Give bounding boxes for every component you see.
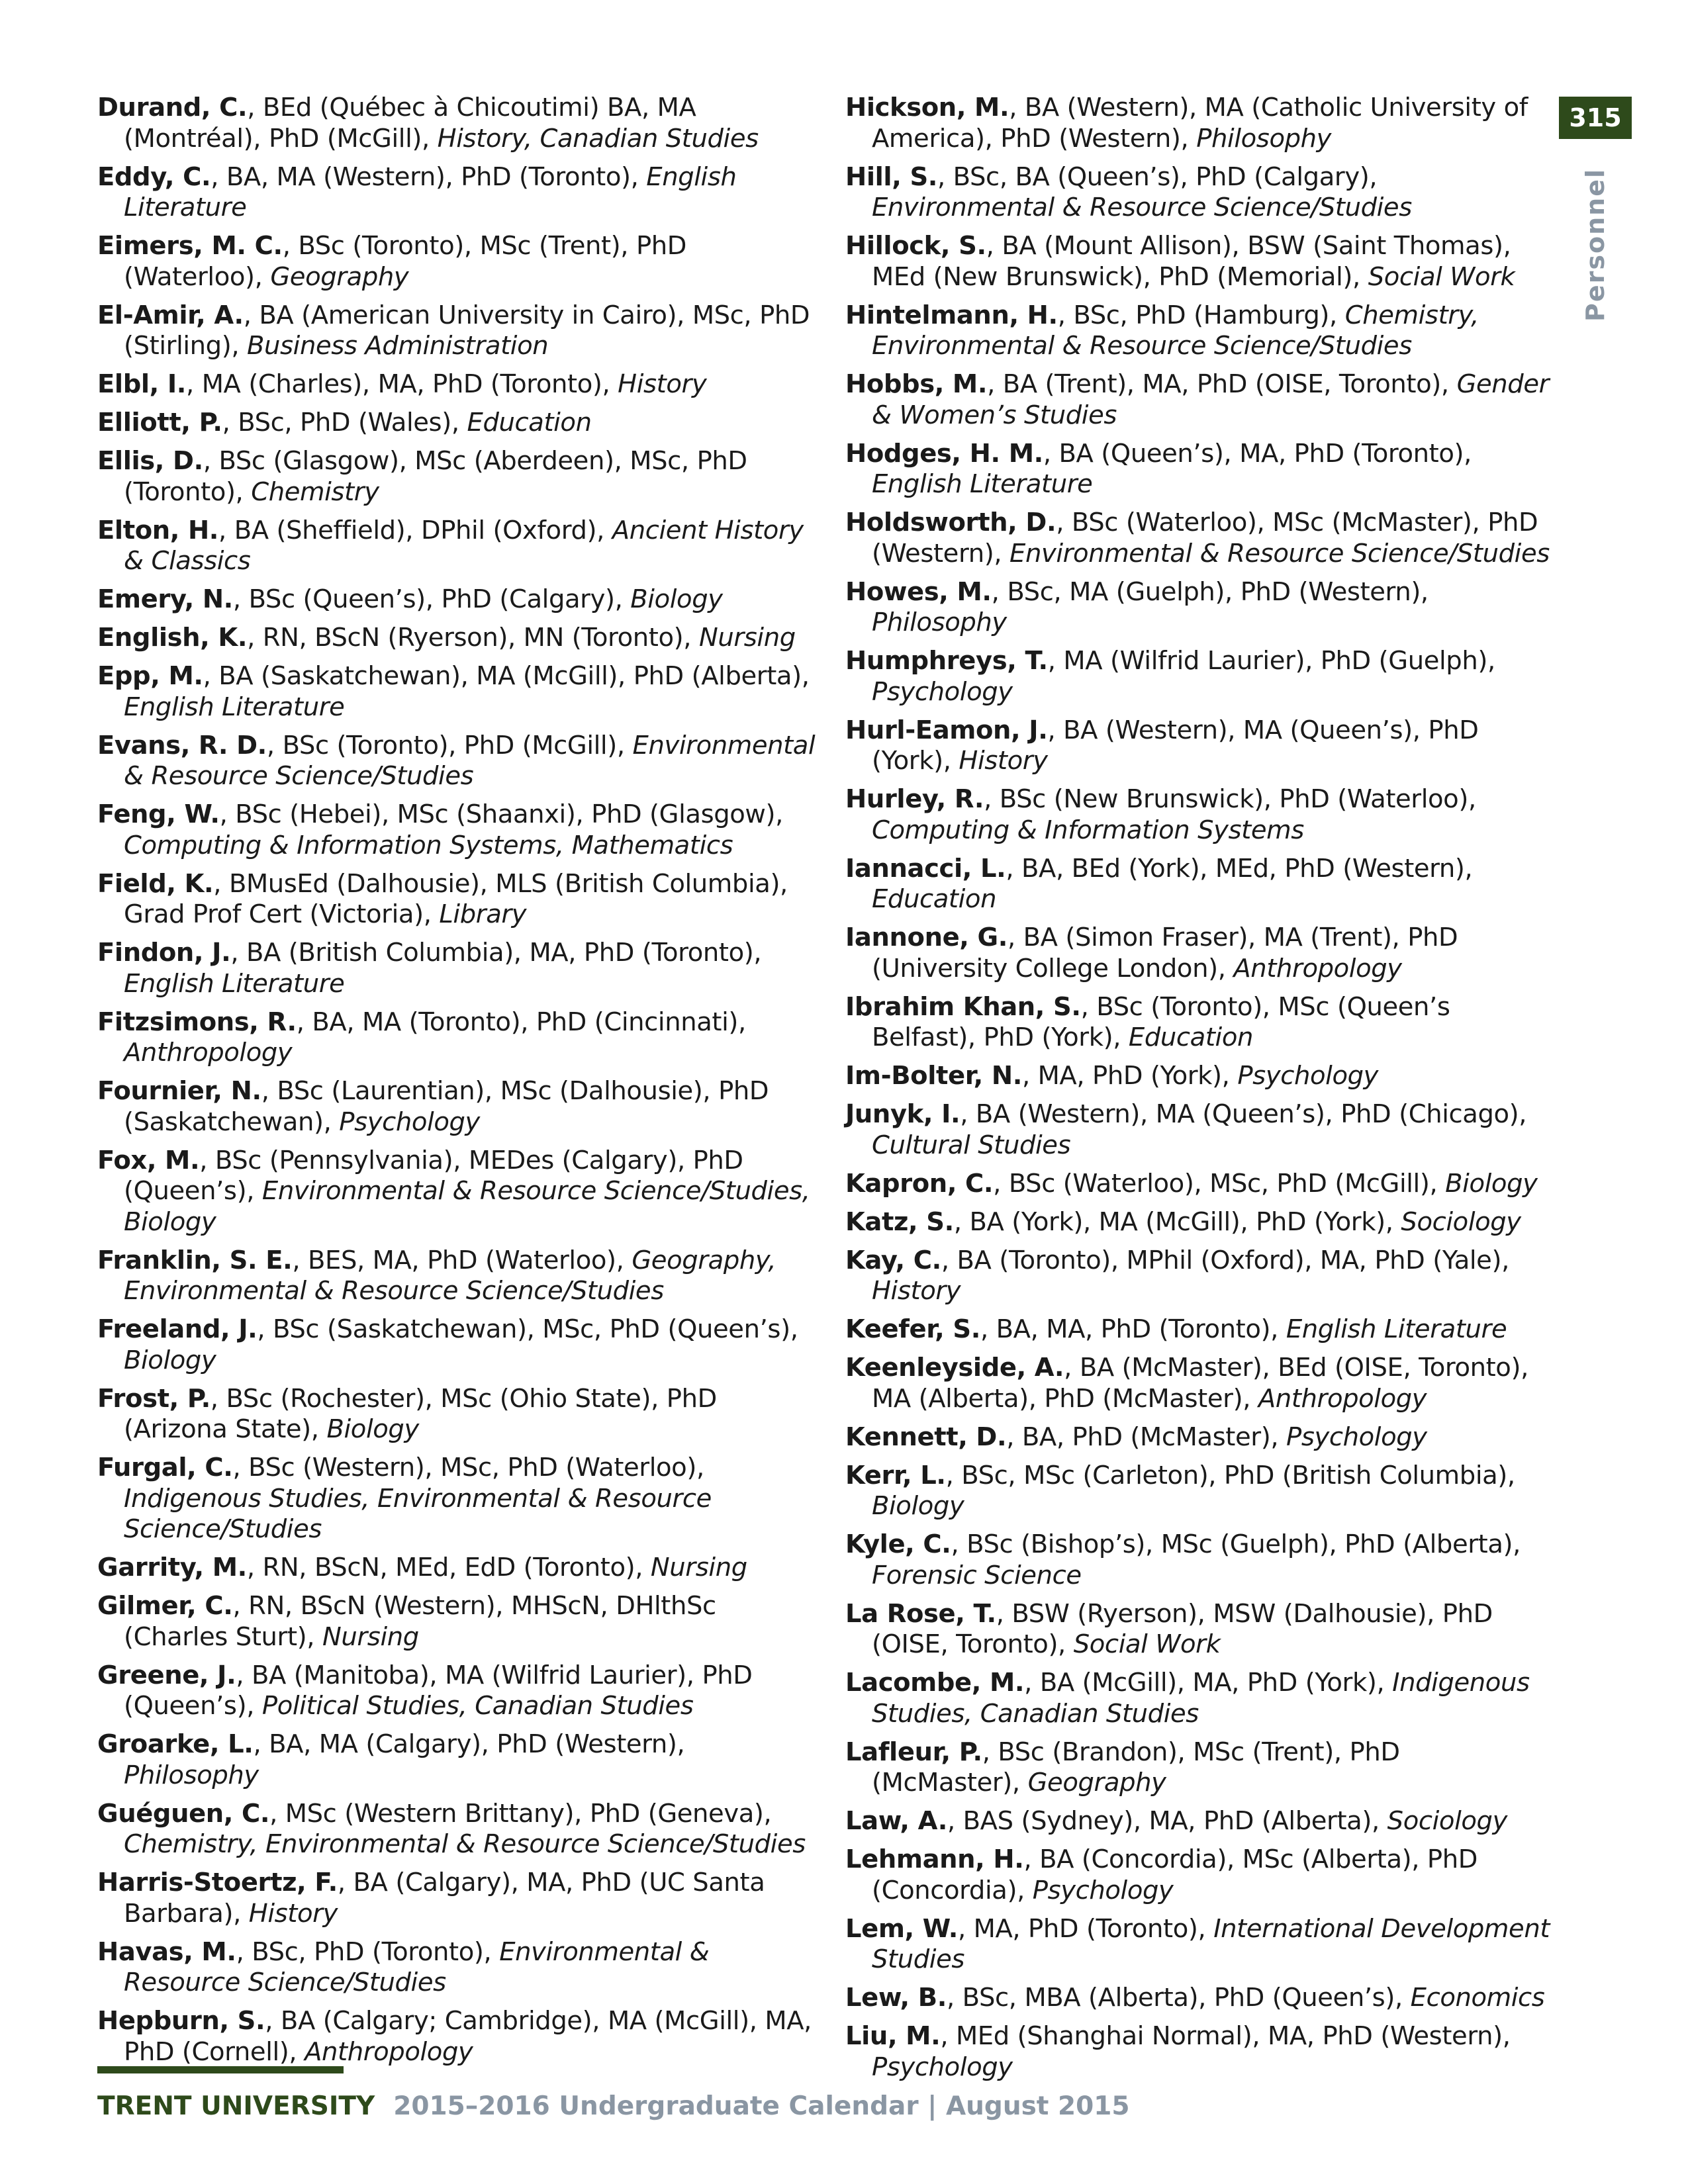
faculty-entry [97, 938, 819, 999]
faculty-degrees: , RN, BScN (Western), MHScN, DHlthSc (Charles Sturt), [124, 1591, 716, 1652]
faculty-departments: Biology [630, 584, 723, 614]
faculty-name: Law, A. [845, 1806, 947, 1836]
faculty-entry [845, 1737, 1554, 1799]
faculty-departments: Biology [326, 1414, 419, 1444]
faculty-name: Keenleyside, A. [845, 1353, 1064, 1383]
faculty-entry [845, 439, 1554, 500]
faculty-entry [845, 1422, 1554, 1453]
faculty-departments: Computing & Information Systems [872, 815, 1304, 845]
faculty-name: Furgal, C. [97, 1453, 233, 1482]
faculty-departments: Geography, Environmental & Resource Science/Studies [124, 1245, 776, 1306]
faculty-degrees: , BA (Simon Fraser), MA (Trent), PhD (University College London), [872, 923, 1458, 983]
faculty-degrees: , BSc (Pennsylvania), MEDes (Calgary), PhD (Queen’s), [124, 1145, 743, 1206]
faculty-name: Junyk, I. [845, 1099, 961, 1129]
faculty-departments: History [618, 369, 707, 399]
faculty-entry [97, 869, 819, 931]
faculty-departments: Education [467, 408, 592, 437]
faculty-degrees: , BA, MA (Western), PhD (Toronto), [211, 161, 647, 192]
faculty-name: Groarke, L. [97, 1729, 254, 1759]
faculty-departments: Library [439, 899, 527, 929]
faculty-name: Lew, B. [845, 1983, 947, 2013]
page-number: 315 [1559, 97, 1632, 139]
faculty-degrees: , BSc (Toronto), PhD (McGill), [266, 730, 633, 760]
faculty-name: Hurley, R. [845, 784, 984, 814]
faculty-name: Hepburn, S. [97, 2006, 265, 2036]
faculty-degrees: , BSW (Ryerson), MSW (Dalhousie), PhD (OISE, Toronto), [872, 1598, 1493, 1659]
section-tab [1575, 159, 1615, 331]
faculty-degrees: , BSc (Glasgow), MSc (Aberdeen), MSc, PhD (Toronto), [124, 446, 747, 507]
faculty-entry [845, 369, 1554, 431]
faculty-entry [845, 1353, 1554, 1414]
faculty-degrees: , BA (Calgary), MA, PhD (UC Santa Barbara), [124, 1868, 765, 1929]
faculty-departments: Nursing [322, 1621, 419, 1652]
faculty-name: Hodges, H. M. [845, 438, 1043, 469]
faculty-entry [97, 93, 819, 154]
faculty-name: Fox, M. [97, 1145, 200, 1175]
faculty-degrees: , BSc (Toronto), MSc (Trent), PhD (Waterloo), [124, 231, 687, 292]
faculty-departments: Nursing [650, 1553, 747, 1582]
faculty-name: Hillock, S. [845, 231, 986, 261]
faculty-name: Lem, W. [845, 1913, 958, 1944]
faculty-degrees: , BA (Concordia), MSc (Alberta), PhD (Concordia), [872, 1844, 1477, 1905]
faculty-degrees: , BSc, PhD (Wales), [222, 408, 467, 437]
faculty-degrees: , MA, PhD (Toronto), [957, 1913, 1214, 1944]
faculty-name: El-Amir, A. [97, 300, 244, 330]
faculty-name: Kennett, D. [845, 1422, 1007, 1452]
faculty-name: Kerr, L. [845, 1460, 946, 1490]
section-label: Personnel [1581, 168, 1610, 322]
faculty-departments: Gender & Women’s Studies [872, 369, 1550, 430]
faculty-degrees: , MA (Wilfrid Laurier), PhD (Guelph), [1047, 646, 1495, 676]
faculty-departments: Psychology [1237, 1061, 1379, 1091]
faculty-entry [845, 854, 1554, 915]
faculty-entry [97, 408, 819, 439]
faculty-name: Elton, H. [97, 515, 219, 545]
faculty-degrees: , BA (Western), MA (Catholic University of America), PhD (Western), [872, 93, 1528, 154]
faculty-name: Harris-Stoertz, F. [97, 1868, 338, 1897]
faculty-entry [97, 1553, 819, 1584]
faculty-departments: English Literature [872, 469, 1093, 499]
faculty-name: Liu, M. [845, 2021, 941, 2051]
faculty-degrees: , BSc (Hebei), MSc (Shaanxi), PhD (Glasgow), [219, 799, 783, 829]
faculty-entry [845, 1169, 1554, 1200]
faculty-departments: English Literature [124, 968, 345, 999]
faculty-departments: Geography [1027, 1768, 1166, 1797]
faculty-entry [845, 1461, 1554, 1522]
faculty-name: Lacombe, M. [845, 1668, 1025, 1698]
faculty-name: Evans, R. D. [97, 730, 267, 760]
faculty-departments: Social Work [1073, 1629, 1221, 1659]
faculty-departments: Philosophy [872, 608, 1007, 637]
faculty-departments: Psychology [1286, 1422, 1427, 1452]
left-column [97, 93, 819, 2075]
faculty-departments: Economics [1410, 1983, 1545, 2013]
faculty-degrees: , BSc, PhD (Hamburg), [1057, 300, 1345, 330]
faculty-departments: Business Administration [247, 331, 549, 361]
faculty-departments: Anthropology [1233, 953, 1402, 983]
faculty-degrees: , BA, MA, PhD (Toronto), [980, 1314, 1286, 1344]
faculty-degrees: , BA (British Columbia), MA, PhD (Toronto), [230, 938, 762, 968]
faculty-departments: Cultural Studies [872, 1130, 1071, 1160]
faculty-name: Elbl, I. [97, 369, 187, 399]
faculty-departments: Environmental & Resource Science/Studies [124, 1936, 710, 1997]
faculty-departments: Psychology [872, 2052, 1013, 2082]
faculty-degrees: , BSc, MSc (Carleton), PhD (British Columbia), [945, 1460, 1515, 1490]
faculty-entry [845, 2021, 1554, 2083]
faculty-name: Findon, J. [97, 938, 231, 968]
faculty-name: Holdsworth, D. [845, 508, 1056, 537]
faculty-departments: English Literature [1286, 1314, 1507, 1344]
faculty-entry [97, 1868, 819, 1929]
faculty-name: Iannacci, L. [845, 853, 1006, 884]
faculty-degrees: , BSc (Brandon), MSc (Trent), PhD (McMaster), [872, 1737, 1400, 1797]
faculty-entry [97, 1729, 819, 1791]
faculty-degrees: , MA (Charles), MA, PhD (Toronto), [186, 369, 618, 399]
faculty-entry [97, 369, 819, 400]
faculty-departments: Education [872, 884, 997, 914]
faculty-departments: Anthropology [305, 2036, 473, 2067]
faculty-departments: Psychology [872, 676, 1013, 707]
faculty-name: Havas, M. [97, 1936, 236, 1967]
faculty-departments: Anthropology [124, 1038, 293, 1068]
faculty-entry [97, 799, 819, 861]
faculty-name: Field, K. [97, 868, 214, 899]
faculty-departments: English Literature [124, 692, 345, 722]
faculty-departments: Social Work [1368, 261, 1515, 292]
faculty-entry [845, 162, 1554, 224]
faculty-departments: Forensic Science [872, 1560, 1082, 1590]
faculty-entry [97, 1314, 819, 1376]
faculty-name: Hobbs, M. [845, 369, 988, 399]
faculty-name: Fournier, N. [97, 1076, 261, 1106]
faculty-name: Greene, J. [97, 1660, 236, 1690]
faculty-entry [97, 661, 819, 723]
faculty-entry [845, 508, 1554, 569]
footer [97, 2090, 1130, 2123]
faculty-departments: Ancient History & Classics [124, 515, 804, 576]
faculty-departments: Geography [270, 261, 409, 292]
faculty-departments: History, Canadian Studies [437, 123, 759, 154]
faculty-entry [97, 1146, 819, 1238]
faculty-degrees: , BSc (Laurentian), MSc (Dalhousie), PhD (Saskatchewan), [124, 1076, 769, 1137]
faculty-name: Iannone, G. [845, 923, 1008, 952]
faculty-entry [97, 584, 819, 615]
faculty-entry [845, 1529, 1554, 1591]
faculty-degrees: , BA (Calgary; Cambridge), MA (McGill), MA, PhD (Cornell), [124, 2006, 812, 2067]
footer-institution: TRENT UNIVERSITY [97, 2091, 375, 2121]
faculty-entry [845, 1983, 1554, 2014]
faculty-degrees: , BA (McGill), MA, PhD (York), [1024, 1668, 1393, 1698]
faculty-entry [845, 784, 1554, 846]
faculty-degrees: , BMusEd (Dalhousie), MLS (British Columbia), Grad Prof Cert (Victoria), [124, 868, 788, 929]
faculty-degrees: , BA (McMaster), BEd (OISE, Toronto), MA (Alberta), PhD (McMaster), [872, 1353, 1528, 1414]
faculty-degrees: , BA (Trent), MA, PhD (OISE, Toronto), [987, 369, 1457, 399]
faculty-departments: Nursing [698, 623, 796, 653]
faculty-departments: Political Studies, Canadian Studies [261, 1691, 694, 1721]
faculty-degrees: , BSc (Saskatchewan), MSc, PhD (Queen’s), [257, 1314, 798, 1344]
faculty-entry [845, 1668, 1554, 1729]
faculty-entry [845, 1061, 1554, 1092]
faculty-name: Franklin, S. E. [97, 1245, 293, 1275]
faculty-name: Fitzsimons, R. [97, 1007, 297, 1037]
faculty-departments: Biology [1445, 1168, 1538, 1199]
faculty-entry [97, 1076, 819, 1138]
faculty-entry [97, 1937, 819, 1999]
faculty-degrees: , BAS (Sydney), MA, PhD (Alberta), [947, 1806, 1387, 1836]
faculty-departments: English Literature [124, 161, 737, 222]
faculty-entry [845, 715, 1554, 777]
faculty-departments: Indigenous Studies, Canadian Studies [872, 1668, 1530, 1729]
faculty-departments: History [248, 1898, 338, 1929]
faculty-departments: Education [1128, 1023, 1253, 1052]
faculty-departments: Environmental & Resource Science/Studies [124, 730, 816, 791]
faculty-name: Hickson, M. [845, 93, 1009, 122]
faculty-entry [845, 1246, 1554, 1307]
faculty-name: Elliott, P. [97, 408, 222, 437]
faculty-departments: Computing & Information Systems, Mathematics [124, 830, 733, 860]
faculty-degrees: , BA (Sheffield), DPhil (Oxford), [218, 515, 612, 545]
faculty-degrees: , BA (Western), MA (Queen’s), PhD (York), [872, 715, 1479, 776]
faculty-departments: Environmental & Resource Science/Studies, Biology [124, 1176, 810, 1237]
faculty-degrees: , MSc (Western Brittany), PhD (Geneva), [269, 1798, 772, 1829]
faculty-departments: History [959, 746, 1048, 776]
faculty-degrees: , BSc (New Brunswick), PhD (Waterloo), [984, 784, 1476, 814]
faculty-entry [845, 300, 1554, 362]
faculty-name: Eddy, C. [97, 161, 211, 192]
faculty-degrees: , BA (Queen’s), MA, PhD (Toronto), [1043, 438, 1472, 469]
faculty-entry [97, 1591, 819, 1653]
faculty-entry [845, 646, 1554, 707]
faculty-degrees: , BSc, MA (Guelph), PhD (Western), [991, 576, 1429, 607]
faculty-entry [845, 923, 1554, 984]
faculty-departments: Biology [124, 1345, 216, 1375]
faculty-name: Garrity, M. [97, 1553, 247, 1582]
faculty-entry [97, 1007, 819, 1069]
faculty-degrees: , MEd (Shanghai Normal), MA, PhD (Western), [940, 2021, 1511, 2051]
faculty-entry [97, 446, 819, 508]
faculty-name: Lafleur, P. [845, 1737, 982, 1767]
faculty-degrees: , BA (American University in Cairo), MSc, PhD (Stirling), [124, 300, 810, 361]
faculty-degrees: , RN, BScN, MEd, EdD (Toronto), [246, 1553, 651, 1582]
faculty-degrees: , BA, MA (Calgary), PhD (Western), [253, 1729, 685, 1759]
faculty-name: Howes, M. [845, 576, 992, 607]
faculty-degrees: , BEd (Québec à Chicoutimi) BA, MA (Montréal), PhD (McGill), [124, 93, 696, 154]
faculty-degrees: , BSc (Western), MSc, PhD (Waterloo), [232, 1453, 704, 1482]
faculty-entry [97, 1384, 819, 1445]
faculty-degrees: , BSc, PhD (Toronto), [236, 1936, 500, 1967]
faculty-name: Katz, S. [845, 1206, 954, 1237]
faculty-entry [845, 1844, 1554, 1906]
faculty-departments: Philosophy [124, 1760, 259, 1790]
faculty-departments: Chemistry, Environmental & Resource Science/Studies [872, 300, 1479, 361]
faculty-departments: Biology [872, 1491, 964, 1521]
faculty-name: Epp, M. [97, 661, 203, 691]
footer-rule [97, 2066, 344, 2073]
faculty-entry [845, 992, 1554, 1054]
faculty-entry [845, 231, 1554, 293]
faculty-degrees: , BA (Western), MA (Queen’s), PhD (Chicago), [960, 1099, 1527, 1129]
faculty-name: Humphreys, T. [845, 646, 1048, 676]
faculty-name: Durand, C. [97, 93, 248, 122]
faculty-degrees: , BA, PhD (McMaster), [1006, 1422, 1287, 1452]
faculty-degrees: , BA (York), MA (McGill), PhD (York), [953, 1206, 1401, 1237]
faculty-name: Hurl-Eamon, J. [845, 715, 1048, 745]
faculty-name: Lehmann, H. [845, 1844, 1024, 1874]
faculty-name: Hintelmann, H. [845, 300, 1058, 330]
faculty-departments: Environmental & Resource Science/Studies [872, 193, 1412, 222]
faculty-name: Ellis, D. [97, 446, 203, 476]
faculty-entry [845, 1914, 1554, 1976]
faculty-degrees: , BSc (Waterloo), MSc (McMaster), PhD (Western), [872, 508, 1538, 569]
faculty-degrees: , BA (Manitoba), MA (Wilfrid Laurier), PhD (Queen’s), [124, 1660, 753, 1721]
faculty-name: Gilmer, C. [97, 1591, 233, 1621]
faculty-departments: Indigenous Studies, Environmental & Resource Science/Studies [124, 1483, 712, 1544]
faculty-departments: Psychology [339, 1107, 480, 1137]
faculty-name: English, K. [97, 623, 248, 653]
faculty-departments: Sociology [1401, 1206, 1521, 1237]
faculty-name: Kay, C. [845, 1245, 941, 1275]
faculty-departments: International Development Studies [872, 1913, 1550, 1974]
faculty-entry [97, 1453, 819, 1545]
faculty-entry [97, 162, 819, 224]
faculty-entry [845, 1314, 1554, 1345]
faculty-entry [845, 1099, 1554, 1161]
faculty-degrees: , MA, PhD (York), [1021, 1061, 1238, 1091]
faculty-entry [845, 1806, 1554, 1837]
faculty-entry [97, 1661, 819, 1722]
faculty-entry [97, 1799, 819, 1860]
right-column [845, 93, 1554, 2091]
faculty-name: Feng, W. [97, 799, 220, 829]
faculty-name: Ibrahim Khan, S. [845, 991, 1081, 1022]
faculty-name: La Rose, T. [845, 1598, 996, 1629]
faculty-name: Freeland, J. [97, 1314, 258, 1344]
faculty-degrees: , BA (Toronto), MPhil (Oxford), MA, PhD (Yale), [941, 1245, 1509, 1275]
faculty-name: Im-Bolter, N. [845, 1061, 1022, 1091]
faculty-name: Keefer, S. [845, 1314, 980, 1344]
faculty-departments: Psychology [1032, 1875, 1174, 1905]
faculty-entry [97, 516, 819, 577]
faculty-departments: History [872, 1276, 961, 1306]
faculty-name: Emery, N. [97, 584, 233, 614]
faculty-departments: Environmental & Resource Science/Studies [1009, 538, 1550, 569]
faculty-entry [845, 1599, 1554, 1661]
faculty-degrees: , BSc (Queen’s), PhD (Calgary), [232, 584, 631, 614]
faculty-entry [97, 731, 819, 792]
faculty-degrees: , BSc, BA (Queen’s), PhD (Calgary), [937, 161, 1378, 192]
faculty-degrees: , BA, MA (Toronto), PhD (Cincinnati), [296, 1007, 746, 1037]
faculty-entry [97, 300, 819, 362]
footer-calendar: 2015–2016 Undergraduate Calendar | August 2015 [393, 2091, 1130, 2121]
faculty-entry [845, 93, 1554, 154]
faculty-name: Guéguen, C. [97, 1798, 270, 1829]
faculty-departments: Sociology [1387, 1806, 1507, 1836]
faculty-name: Kapron, C. [845, 1168, 994, 1199]
faculty-degrees: , BSc (Toronto), MSc (Queen’s Belfast), PhD (York), [872, 991, 1450, 1052]
faculty-entry [97, 2006, 819, 2068]
faculty-degrees: , BA, BEd (York), MEd, PhD (Western), [1006, 853, 1473, 884]
faculty-degrees: , BSc (Waterloo), MSc, PhD (McGill), [993, 1168, 1446, 1199]
faculty-degrees: , BA (Mount Allison), BSW (Saint Thomas), MEd (New Brunswick), PhD (Memorial), [872, 231, 1511, 292]
faculty-degrees: , BES, MA, PhD (Waterloo), [292, 1245, 632, 1275]
faculty-departments: Anthropology [1258, 1383, 1427, 1414]
faculty-name: Frost, P. [97, 1383, 211, 1414]
faculty-departments: Philosophy [1196, 123, 1332, 154]
faculty-name: Hill, S. [845, 161, 937, 192]
faculty-degrees: , BSc (Bishop’s), MSc (Guelph), PhD (Alberta), [951, 1529, 1521, 1559]
faculty-entry [97, 1246, 819, 1307]
faculty-departments: Chemistry [251, 477, 379, 507]
faculty-entry [97, 231, 819, 293]
faculty-degrees: , BSc (Rochester), MSc (Ohio State), PhD (Arizona State), [124, 1383, 717, 1444]
faculty-degrees: , RN, BScN (Ryerson), MN (Toronto), [247, 623, 699, 653]
faculty-name: Eimers, M. C. [97, 231, 283, 261]
faculty-entry [845, 577, 1554, 639]
faculty-departments: Chemistry, Environmental & Resource Science/Studies [124, 1829, 806, 1859]
faculty-degrees: , BA (Saskatchewan), MA (McGill), PhD (Alberta), [203, 661, 810, 691]
faculty-name: Kyle, C. [845, 1529, 951, 1559]
faculty-degrees: , BSc, MBA (Alberta), PhD (Queen’s), [946, 1983, 1411, 2013]
faculty-entry [97, 623, 819, 654]
faculty-entry [845, 1207, 1554, 1238]
